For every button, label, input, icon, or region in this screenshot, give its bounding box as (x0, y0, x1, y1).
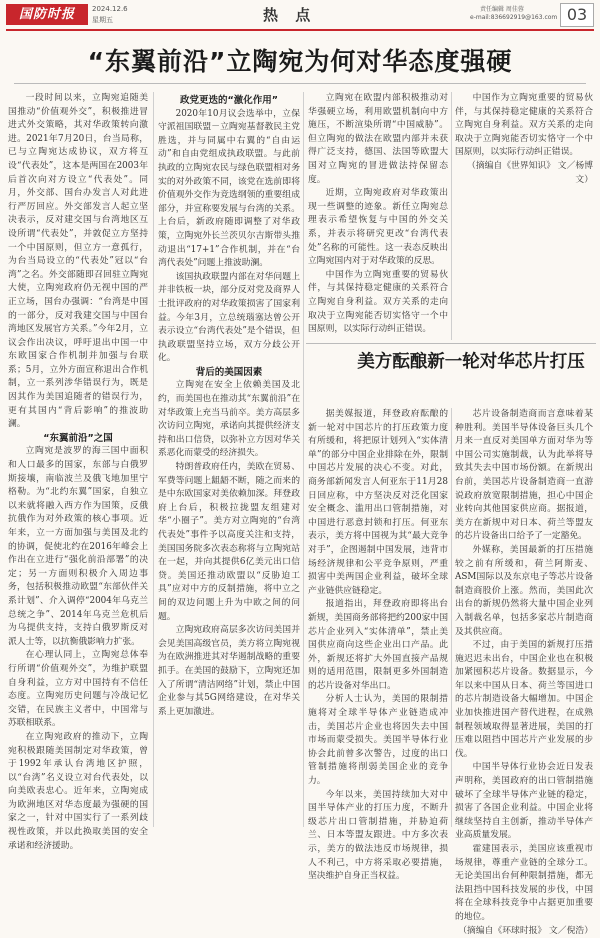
paragraph: 立陶宛在安全上依赖美国及北约，而美国也在推动其“东翼前沿”在对华政策上充当马前卒。美方高层多次访问立陶宛，承诺向其提供经济支持和出口信贷，以弥补立方因对华关系恶化而蒙受的经济损失。 (158, 380, 300, 459)
masthead-rule (6, 29, 594, 31)
paragraph: 据美媒报道，拜登政府酝酿的新一轮对中国芯片的打压政策力度有所缓和，将把原计划列入“实体清单”的部分中国企业排除在外，限制中国芯片发展的决心不变。对此，商务部新闻发言人何亚东于11月28日回应称，中方坚决反对泛化国家安全概念、滥用出口管制措施，对中国进行恶意封锁和打压。何亚东表示，美方将中国视为其“最大竞争对手”，企图遏制中国发展，违背市场经济规律和公平竞争原则，严重损害中美两国企业利益，破坏全球产业链供应链稳定。 (308, 409, 448, 596)
editor-email: e-mail:836692919@163.com (470, 14, 558, 21)
paragraph: 立陶宛在欧盟内部积极推动对华强硬立场，利用欧盟机制向中方施压，不断渲染所谓“中国威胁”。但立陶宛的做法在欧盟内部并未获得广泛支持，德国、法国等欧盟大国对立陶宛的冒进做法持保留态度。 (308, 93, 448, 185)
article1-column-2 (158, 92, 300, 827)
paragraph: 一段时间以来，立陶宛追随美国推动“价值观外交”，积极推进冒进式外交策略，其对华政策转向激进。2021年7月20日，台当局称，已与立陶宛达成协议，双方将互设“代表处”，这本是两国在2003年后首次向对方设立“代表处”。同月，外交部、国台办发言人对此进行严厉回应。外交部发言人起立坚决表示，反对建交国与台湾地区互设所谓“代表处”，并敦促立方坚持一个中国原则，但立方一意孤行，为台当局设立的“代表处”冠以“台湾”之名。外交部随即召回驻立陶宛大使，立陶宛政府仍无视中国的严正立场，国台办强调：“台湾是中国的一部分，反对我建交国与中国台湾地区发展官方关系。”今年2月，立议会作出决议，呼吁退出中国一中东欧国家合作机制并加强与台联系；5月，立外方面宣称退出合作机制，立一系列涉华错误行为，既是因其作为美国追随者的错误行为，更有其国内“背后影响”的推波助澜。 (8, 93, 148, 430)
paragraph: 分析人士认为，美国的限制措施将对全球半导体产业链造成冲击，美国芯片企业也将因失去中国市场而蒙受损失。美国半导体行业协会此前曾多次警告，过度的出口管制措施将削弱美国企业的竞争力。 (308, 694, 448, 787)
paragraph: 霍建国表示，美国应该重视市场规律，尊重产业链的全球分工。无论美国出台何种限制措施，都无法阻挡中国科技发展的步伐，中国将在全球科技竞争中占据更加重要的地位。 (455, 844, 593, 922)
section-title: 热 点 (263, 6, 317, 24)
paragraph: 在心理认同上，立陶宛总体奉行所谓“价值观外交”，为维护联盟自身利益，立方对中国持有不信任态度。立陶宛历史问题与冷战记忆交错，在民族主义者中，中国常与苏联相联系。 (8, 650, 148, 729)
paragraph: 近期，立陶宛政府对华政策出现一些调整的迹象。新任立陶宛总理表示希望恢复与中国的外交关系，并表示将研究更改“台湾代表处”名称的可能性。这一表态反映出立陶宛国内对于对华政策的反思。 (308, 188, 448, 267)
paragraph: 中国半导体行业协会近日发表声明称，美国政府的出口管制措施破坏了全球半导体产业链的稳定，损害了各国企业利益。中国企业将继续坚持自主创新，推动半导体产业高质量发展。 (455, 762, 593, 841)
paragraph: 今年以来，美国持续加大对中国半导体产业的打压力度，不断升级芯片出口管制措施，并胁迫荷兰、日本等盟友跟进。中方多次表示，美方的做法违反市场规律，损人不利己，中方将采取必要措施，坚决维护自身正当权益。 (308, 789, 448, 882)
paragraph: 立陶宛是波罗的海三国中面积和人口最多的国家，东部与白俄罗斯接壤，南临波兰及俄飞地加里宁格勒。为“北约东翼”国家，自独立以来就将融入西方作为国策，反俄抗俄作为对外政策的核心事项。近年来，立一方面加强与美国及北约的协调，促使北约在2016年峰会上作出在立进行“强化前沿部署”的决定；另一方面则积极介入周边事务，包括积极推动欧盟“东部伙伴关系计划”、介入调停“2004年乌克兰总统之争”、2014年乌克兰危机后为乌提供支持，支持白俄罗斯反对派人士等，以抗衡俄影响力扩张。 (8, 446, 148, 647)
paragraph: 在立陶宛政府的推动下，立陶宛积极跟随美国制定对华政策，曾于1992年承认台湾地区护照，以“台湾”名义设立对台代表处，以向美欧表忠心。近年来，立陶宛成为欧洲地区对华态度最为强硬的国家之一，针对中国实行了一系列歧视性政策，并以此换取美国的安全承诺和经济援助。 (8, 731, 148, 851)
article-separator (306, 343, 596, 344)
article1-column-3 (308, 92, 448, 340)
editor-credit: 责任编辑 周佳蓉 (480, 6, 524, 13)
headline-rule (14, 83, 586, 84)
paragraph: 报道指出，拜登政府即将出台新规，美国商务部将把约200家中国芯片企业列入“实体清单”，禁止美国供应商向这些企业出口产品。此外，新规还将扩大外国直接产品规则的适用范围，限制更多外国制造的芯片设备对华出口。 (308, 599, 448, 691)
subheading: 政党更迭的“激化作用” (180, 95, 278, 106)
column-divider (451, 92, 452, 340)
column-divider (303, 92, 304, 827)
article2-byline: （摘编自《环球时报》 文／倪浩） (458, 925, 593, 936)
paragraph: 不过，由于美国的新规打压措施迟迟未出台，中国企业也在积极加紧囤积芯片设备。数据显示，今年以来中国从日本、荷兰等国进口的芯片制造设备大幅增加。中国企业加快推进国产替代进程，在成熟制程领域取得显著进展，美国的打压难以阻挡中国芯片产业发展的步伐。 (455, 640, 593, 759)
article2-column-2 (455, 408, 593, 936)
paragraph: 2020年10月议会选举中，立保守派祖国联盟－立陶宛基督教民主党胜选，并与同属中右翼的“自由运动”和自由党组成执政联盟。与此前执政的立陶宛农民与绿色联盟相对务实的对外政策不同，该党在选前即将价值观外交作为竞选纲领的重要组成部分，并宣称要发展与台湾的关系。上台后，新政府随即调整了对华政策，立陶宛外长兰茨贝尔吉斯带头推动退出“17+1”合作机制，并在“台湾代表处”问题上推波助澜。 (158, 108, 300, 269)
newspaper-logo: 国防时报 (6, 4, 88, 25)
paragraph: 中国作为立陶宛重要的贸易伙伴，与其保持稳定健康的关系符合立陶宛自身利益。双方关系的走向取决于立陶宛能否切实恪守一个中国原则，以实际行动纠正错误。 (308, 269, 448, 335)
paragraph: 芯片设备制造商而言意味着某种胜利。美国半导体设备巨头几个月来一直反对美国单方面对华为等中国公司实施制裁，认为此举将导致其失去中国市场份额。在新规出台前，美国芯片设备制造商一直游说政府放宽限制措施，担心中国企业转向其他国家供应商。据报道，美方在新规中对日本、荷兰等盟友的芯片设备出口给予了一定豁免。 (455, 409, 593, 542)
article2-column-1 (308, 408, 448, 882)
article2-headline: 美方酝酿新一轮对华芯片打压 (357, 352, 585, 372)
paragraph: 立陶宛政府高层多次访问美国并会见美国高级官员，美方将立陶宛视为在欧洲推进其对华遏制战略的重要抓手。在美国的鼓励下，立陶宛还加入了所谓“清洁网络”计划，禁止中国企业参与其5G网络建设，在对华关系上更加激进。 (158, 625, 300, 717)
column-divider (153, 92, 154, 827)
issue-weekday: 星期五 (92, 16, 113, 24)
paragraph: 特朗普政府任内，美欧在贸易、军费等问题上龃龉不断，随之而来的是中东欧国家对美依赖加深。拜登政府上台后，积极拉拢盟友组建对华“小圈子”。美方对立陶宛的“台湾代表处”事件予以高度关注和支持，美国国务院多次表态称将与立陶宛站在一起，并向其提供6亿美元出口信贷。美国还推动欧盟以“反胁迫工具”应对中方的反制措施，将中立之间的双边问题上升为中欧之间的问题。 (158, 462, 300, 622)
subheading: 背后的美国因素 (195, 366, 263, 378)
main-headline: “东翼前沿”立陶宛为何对华态度强硬 (87, 47, 513, 76)
article1-byline: （摘编自《世界知识》 文／杨博文） (467, 160, 593, 185)
article1-column-4 (455, 92, 593, 340)
article1-column-1 (8, 92, 148, 851)
issue-date: 2024.12.6 (92, 5, 128, 13)
paragraph: 外媒称，美国最新的打压措施较之前有所缓和，荷兰阿斯麦、ASM国际以及东京电子等芯片设备制造商股价上涨。然而，美国此次出台的新规仍然将大量中国企业列入制裁名单，包括多家芯片制造商及其供应商。 (455, 544, 593, 637)
paragraph: 该国执政联盟内部在对华问题上并非铁板一块，部分反对党及商界人士批评政府的对华政策损害了国家利益。今年3月，立总统瑙塞达曾公开表示设立“台湾代表处”是个错误，但执政联盟坚持立场，双方分歧公开化。 (158, 271, 300, 364)
subheading: “东翼前沿”之国 (43, 432, 113, 444)
column-divider (451, 408, 452, 827)
page-number: 03 (560, 3, 594, 27)
paragraph: 中国作为立陶宛重要的贸易伙伴，与其保持稳定健康的关系符合立陶宛自身利益。双方关系的走向取决于立陶宛能否切实恪守一个中国原则，以实际行动纠正错误。 (455, 93, 593, 158)
